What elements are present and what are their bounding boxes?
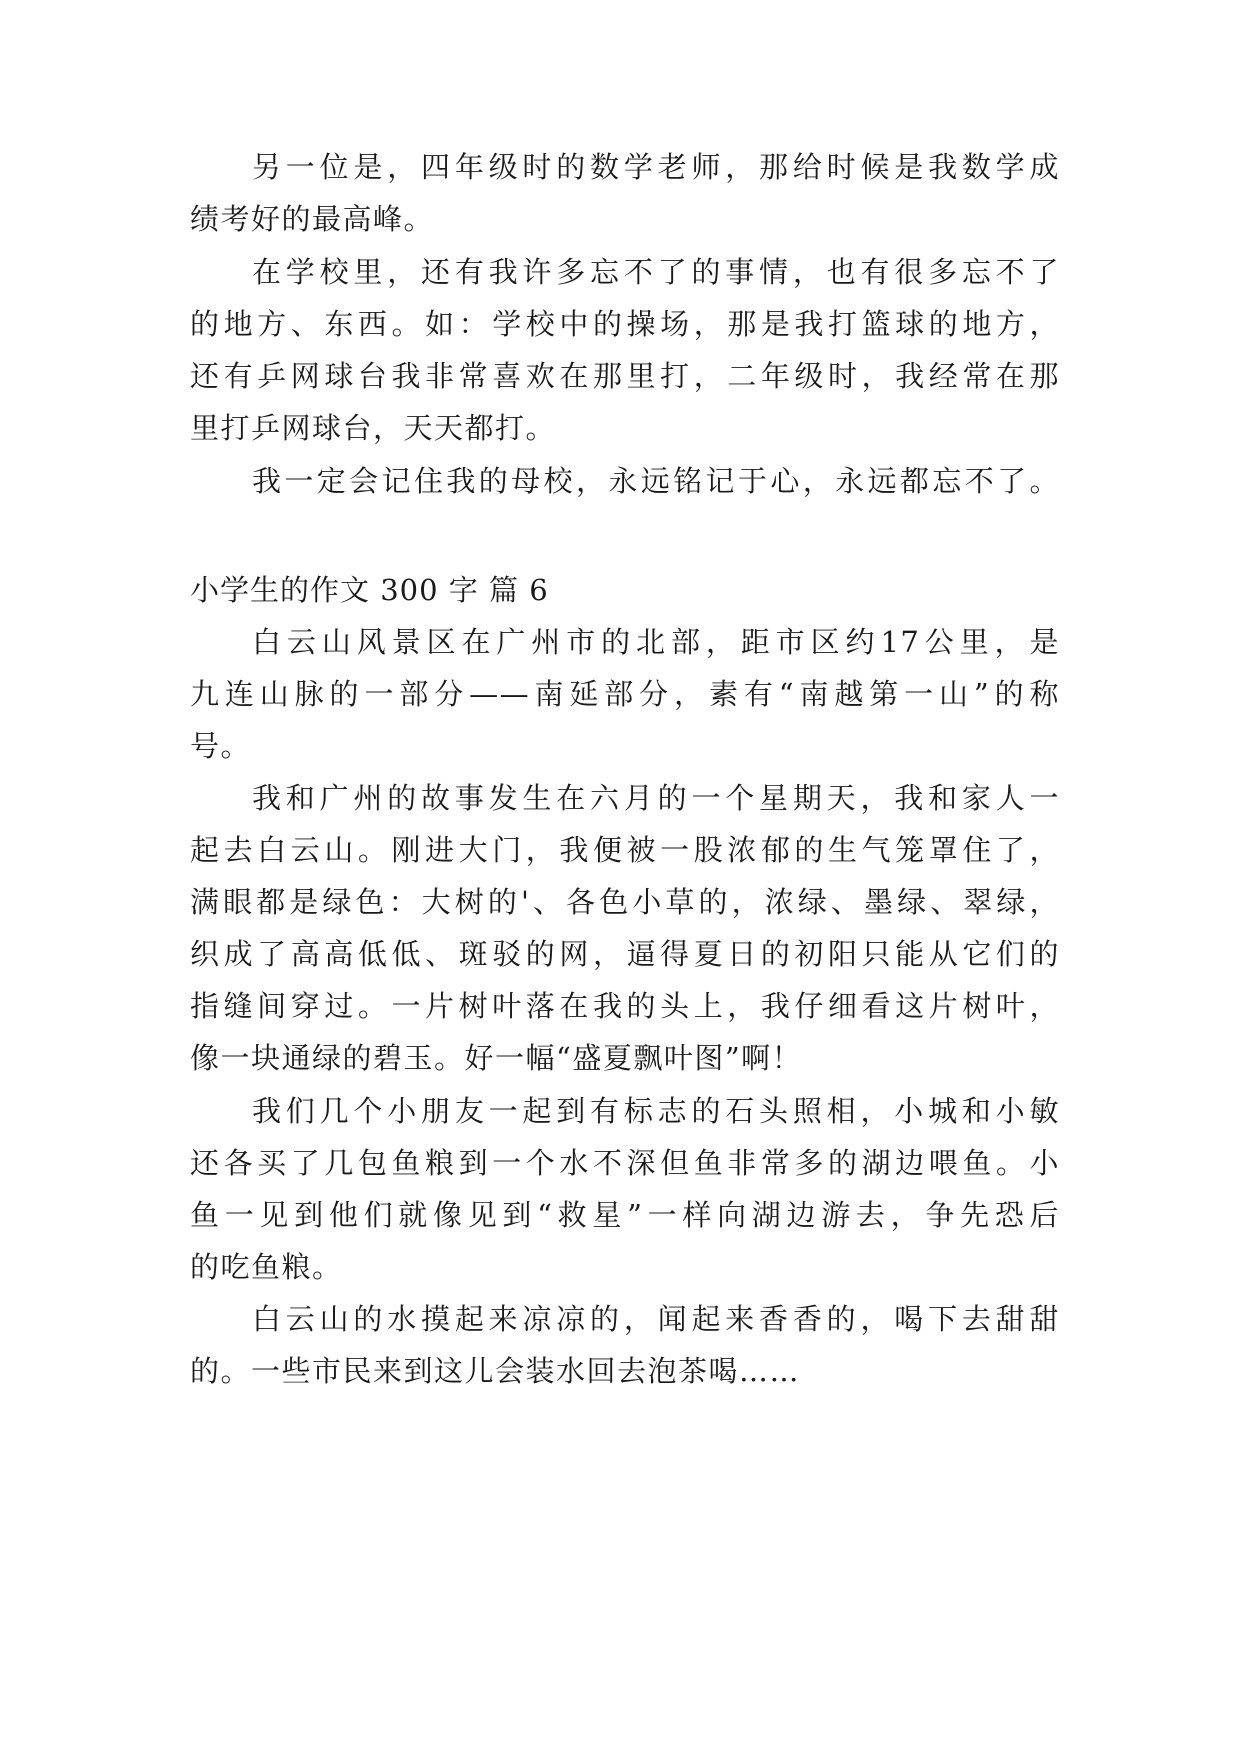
paragraph-line: 白云山的水摸起来凉凉的，闻起来香香的，喝下去甜甜: [252, 1302, 1060, 1336]
paragraph-line: 起去白云山。刚进大门，我便被一股浓郁的生气笼罩住了，: [190, 833, 1060, 867]
paragraph-line: 我们几个小朋友一起到有标志的石头照相，小城和小敏: [252, 1094, 1060, 1128]
paragraph-line: 九连山脉的一部分——南延部分，素有“南越第一山”的称: [190, 677, 1060, 711]
paragraph-line: 里打乒网球台，天天都打。: [190, 411, 557, 445]
paragraph-line: 另一位是，四年级时的数学老师，那给时候是我数学成: [252, 150, 1060, 184]
paragraph-line: 还各买了几包鱼粮到一个水不深但鱼非常多的湖边喂鱼。小: [190, 1146, 1060, 1180]
paragraph-line: 鱼一见到他们就像见到“救星”一样向湖边游去，争先恐后: [190, 1198, 1060, 1232]
section-heading: 小学生的作文 300 字 篇 6: [190, 573, 549, 607]
paragraph-line: 的地方、东西。如：学校中的操场，那是我打篮球的地方，: [190, 307, 1060, 341]
paragraph-line: 指缝间穿过。一片树叶落在我的头上，我仔细看这片树叶，: [190, 989, 1060, 1023]
paragraph-line: 还有乒网球台我非常喜欢在那里打，二年级时，我经常在那: [190, 359, 1060, 393]
paragraph-line: 白云山风景区在广州市的北部，距市区约17公里，是: [252, 625, 1060, 659]
paragraph-line: 号。: [190, 729, 252, 763]
paragraph-line: 像一块通绿的碧玉。好一幅“盛夏飘叶图”啊！: [190, 1041, 803, 1075]
paragraph-line: 的。一些市民来到这儿会装水回去泡茶喝……: [190, 1354, 801, 1388]
paragraph-line: 在学校里，还有我许多忘不了的事情，也有很多忘不了: [252, 255, 1060, 289]
paragraph-line: 我和广州的故事发生在六月的一个星期天，我和家人一: [252, 781, 1060, 815]
paragraph-line: 的吃鱼粮。: [190, 1250, 343, 1284]
paragraph-line: 织成了高高低低、斑驳的网，逼得夏日的初阳只能从它们的: [190, 937, 1060, 971]
paragraph-line: 绩考好的最高峰。: [190, 202, 435, 236]
paragraph-line: 我一定会记住我的母校，永远铭记于心，永远都忘不了。: [252, 464, 1060, 498]
paragraph-line: 满眼都是绿色：大树的'、各色小草的，浓绿、墨绿、翠绿，: [190, 885, 1060, 919]
